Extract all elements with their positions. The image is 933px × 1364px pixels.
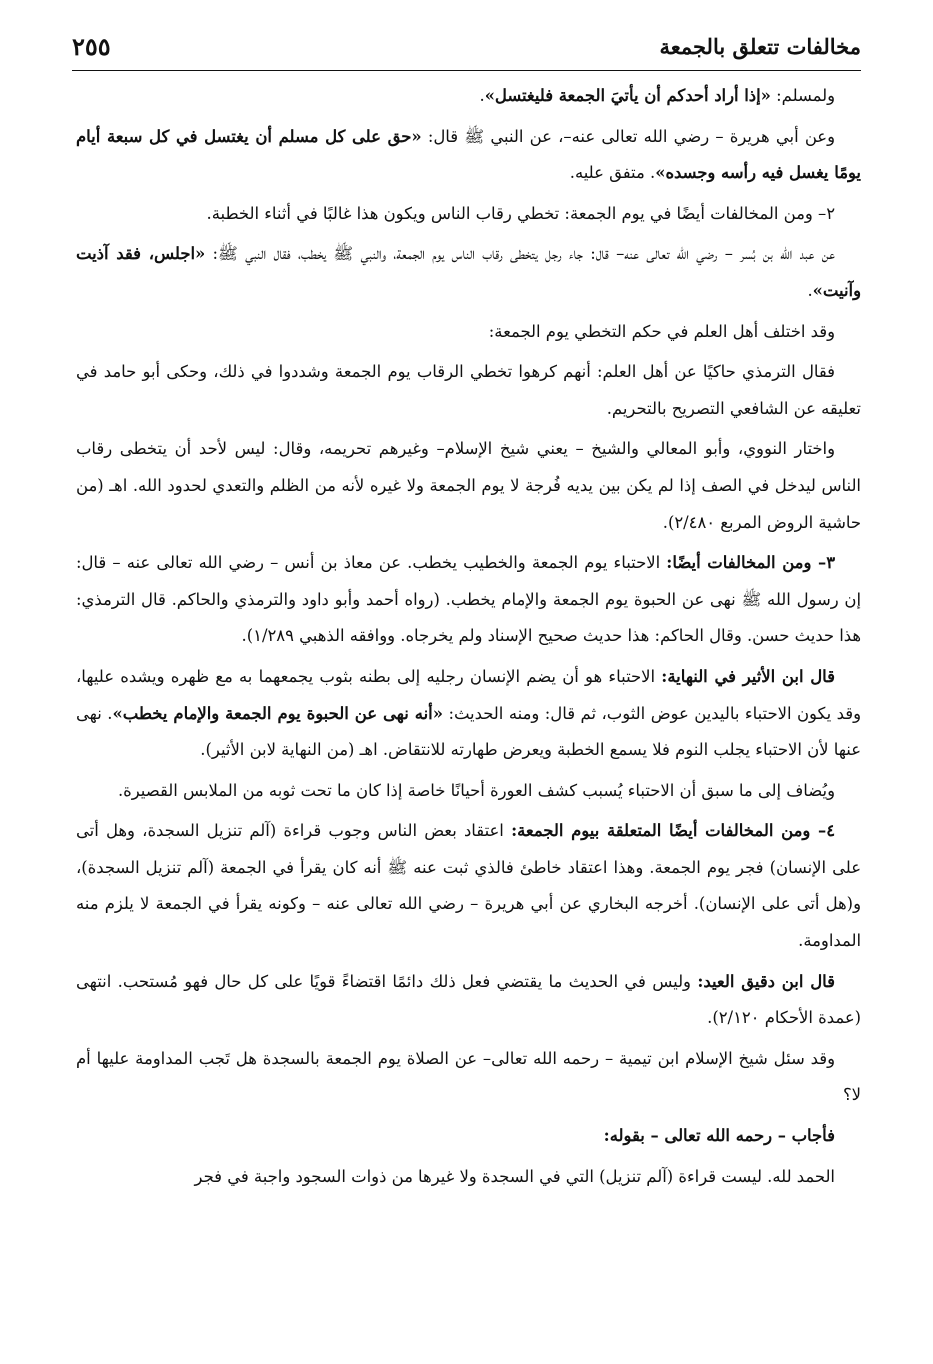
paragraph-point-2: ٢– ومن المخالفات أيضًا في يوم الجمعة: تخطي رقاب الناس ويكون هذا غالبًا في أثناء الخطبة. — [206, 203, 835, 223]
paragraph-awrah: ويُضاف إلى ما سبق أن الاحتباء يُسبب كشف العورة أحيانًا خاصة إذا كان ما تحت ثوبه من الملابس القصيرة. — [117, 780, 835, 800]
hadith-quote: «حق على كل مسلم أن يغتسل في كل سبعة أيام يومًا يغسل فيه رأسه وجسده» — [76, 126, 861, 183]
page-body — [76, 78, 861, 1344]
running-title: مخالفات تتعلق بالجمعة — [659, 34, 861, 59]
page-header — [72, 30, 861, 71]
section-lead: ٣– ومن المخالفات أيضًا: — [666, 553, 835, 573]
hadith-quote: «اجلس، فقد آذيت وآنيت» — [76, 244, 861, 300]
section-lead: قال ابن دقيق العيد: — [697, 971, 835, 991]
paragraph-abdullah-busr: عن عبد الله بن بُسر – رضي الله تعالى عنه– قال: جاء رجل يتخطى رقاب الناس يوم الجمعة، والنبي ﷺ يخطب، فقال النبي ﷺ: «اجلس، فقد آذيت وآنيت». — [76, 244, 861, 300]
paragraph-tirmidhi: فقال الترمذي حاكيًا عن أهل العلم: أنهم كرهوا تخطي الرقاب يوم الجمعة وشددوا في ذلك، وحكى أبو حامد في تعليقه عن الشافعي التصريح بالتحريم. — [76, 362, 861, 418]
page-number: ٢٥٥ — [72, 32, 111, 61]
paragraph-abu-hurayra: وعن أبي هريرة – رضي الله تعالى عنه–، عن النبي ﷺ قال: «حق على كل مسلم أن يغتسل في كل سبعة أيام يومًا يغسل فيه رأسه وجسده». متفق عليه. — [76, 126, 861, 183]
paragraph-ibn-taymiyya-question: وقد سئل شيخ الإسلام ابن تيمية – رحمه الله تعالى– عن الصلاة يوم الجمعة بالسجدة هل تَجب المداومة عليها أم لا؟ — [76, 1048, 861, 1105]
paragraph-nawawi: واختار النووي، وأبو المعالي والشيخ – يعني شيخ الإسلام– وغيرهم تحريمه، وقال: ليس لأحد أن يتخطى رقاب الناس ليدخل في الصف إذا لم يكن بين يديه فُرجة لا يوم الجمعة ولا غيره لأنه من الظلم والتعدي لحدود الله. اهـ (من حاشية الروض المربع ٢/٤٨٠). — [76, 439, 861, 532]
paragraph-muslim-narration: ولمسلم: «إذا أراد أحدكم أن يأتيَ الجمعة فليغتسل». — [479, 86, 835, 105]
hadith-quote: «أنه نهى عن الحبوة يوم الجمعة والإمام يخطب» — [112, 703, 443, 723]
hadith-quote: «إذا أراد أحدكم أن يأتيَ الجمعة فليغتسل» — [484, 86, 771, 105]
paragraph-ibn-athir: قال ابن الأثير في النهاية: الاحتباء هو أن يضم الإنسان رجليه إلى بطنه بثوب يجمعهما به مع ظهره ويشده عليها، وقد يكون الاحتباء باليدين عوض الثوب، ثم قال: ومنه الحديث: «أنه نهى عن الحبوة يوم الجمعة والإمام يخطب». نهى عنها لأن الاحتباء يجلب النوم فلا يسمع الخطبة ويعرض طهارته للانتقاض. اهـ (من النهاية لابن الأثير). — [76, 666, 861, 760]
paragraph-answer-heading — [76, 1118, 861, 1155]
section-lead: ٤– ومن المخالفات أيضًا المتعلقة بيوم الجمعة: — [511, 821, 835, 841]
paragraph-point-3: ٣– ومن المخالفات أيضًا: الاحتباء يوم الجمعة والخطيب يخطب. عن معاذ بن أنس – رضي الله تعالى عنه – قال: إن رسول الله ﷺ نهى عن الحبوة يوم الجمعة والإمام يخطب. (رواه أحمد وأبو داود والترمذي والحاكم. قال الترمذي: هذا حديث حسن. وقال الحاكم: هذا حديث صحيح الإسناد ولم يخرجاه. ووافقه الذهبي ١/٢٨٩). — [76, 553, 861, 646]
section-lead: قال ابن الأثير في النهاية: — [661, 666, 835, 686]
paragraph-answer: الحمد لله. ليست قراءة (آلم تنزيل) التي في السجدة ولا غيرها من ذوات السجود واجبة في فجر — [194, 1166, 835, 1186]
paragraph-scholars-differ: وقد اختلف أهل العلم في حكم التخطي يوم الجمعة: — [488, 321, 835, 341]
paragraph-point-4: ٤– ومن المخالفات أيضًا المتعلقة بيوم الجمعة: اعتقاد بعض الناس وجوب قراءة (آلم تنزيل السجدة، وهل أتى على الإنسان) فجر يوم الجمعة. وهذا اعتقاد خاطئ فالذي ثبت عنه ﷺ أنه كان يقرأ في الجمعة (آلم تنزيل السجدة)، و(هل أتى على الإنسان). أخرجه البخاري عن أبي هريرة – رضي الله تعالى عنه – وكونه يقرأ في الجمعة لا يلزم منه المداومة. — [76, 821, 861, 951]
section-lead: فأجاب – رحمه الله تعالى – بقوله: — [603, 1126, 835, 1146]
paragraph-ibn-daqiq: قال ابن دقيق العيد: وليس في الحديث ما يقتضي فعل ذلك دائمًا اقتضاءً قويًا على كل حال فهو مُستحب. انتهى (عمدة الأحكام ٢/١٢٠). — [76, 971, 861, 1028]
